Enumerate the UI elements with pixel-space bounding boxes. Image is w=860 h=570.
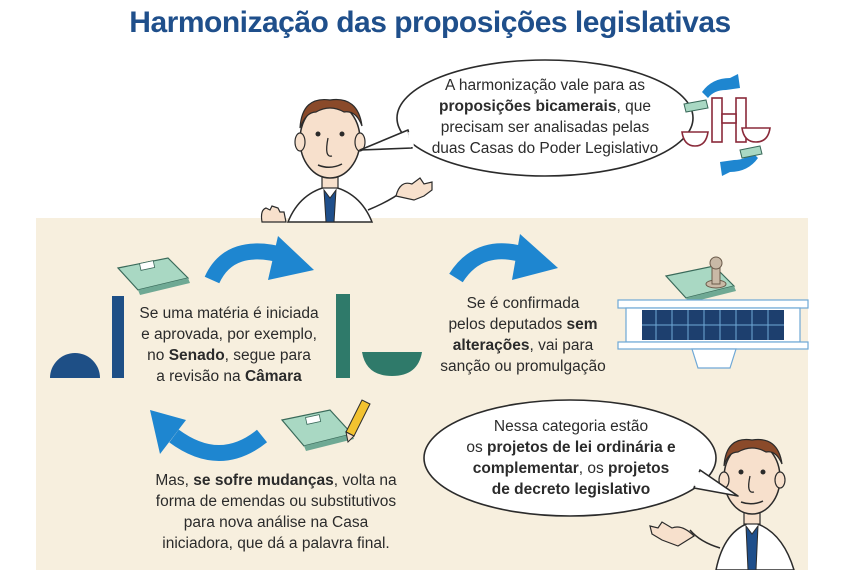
- bubble-bottom-line: os projetos de lei ordinária e: [466, 439, 676, 456]
- step-mudancas-line: Mas, se sofre mudanças, volta na: [155, 472, 397, 489]
- pen-icon: [282, 400, 370, 451]
- step-sancao-line: sanção ou promulgação: [440, 358, 606, 375]
- step-mudancas-line: iniciadora, que dá a palavra final.: [162, 535, 390, 552]
- palace-icon: [618, 300, 808, 368]
- bubble-bottom-text: [440, 416, 702, 500]
- bubble-top-line: duas Casas do Poder Legislativo: [431, 140, 659, 157]
- arrow-camara-to-sancao: [456, 234, 558, 280]
- arrow-senado-to-camara: [212, 236, 314, 280]
- step-senado-line: e aprovada, por exemplo,: [141, 326, 317, 343]
- bubble-top-line: A harmonização vale para as: [445, 77, 645, 94]
- document-icon: [118, 258, 190, 295]
- step-senado-text: [126, 303, 332, 387]
- step-senado-line: Se uma matéria é iniciada: [139, 305, 319, 322]
- harmonization-h-icon: [682, 74, 770, 176]
- bubble-top-line: precisam ser analisadas pelas: [440, 119, 650, 136]
- step-mudancas-line: para nova análise na Casa: [183, 514, 369, 531]
- page-title: Harmonização das proposições legislativas: [129, 6, 731, 39]
- bubble-top-line: proposições bicamerais, que: [439, 98, 651, 115]
- bubble-bottom-line: complementar, os projetos: [472, 460, 670, 477]
- camara-building-icon: [336, 294, 422, 378]
- step-sancao-line: pelos deputados sem: [448, 316, 598, 333]
- senado-building-icon: [50, 296, 124, 378]
- bubble-bottom-line: Nessa categoria estão: [493, 418, 649, 435]
- step-sancao-line: Se é confirmada: [466, 295, 580, 312]
- bubble-top-text: [420, 75, 670, 159]
- arrow-return-to-origin: [150, 410, 262, 454]
- stamp-icon: [666, 257, 736, 303]
- step-mudancas-line: forma de emendas ou substitutivos: [155, 493, 397, 510]
- step-senado-line: a revisão na Câmara: [156, 368, 302, 385]
- bubble-bottom-line: de decreto legislativo: [491, 481, 651, 498]
- step-senado-line: no Senado, segue para: [147, 347, 311, 364]
- step-mudancas-text: [140, 470, 412, 554]
- step-sancao-text: [430, 293, 616, 377]
- step-sancao-line: alterações, vai para: [452, 337, 594, 354]
